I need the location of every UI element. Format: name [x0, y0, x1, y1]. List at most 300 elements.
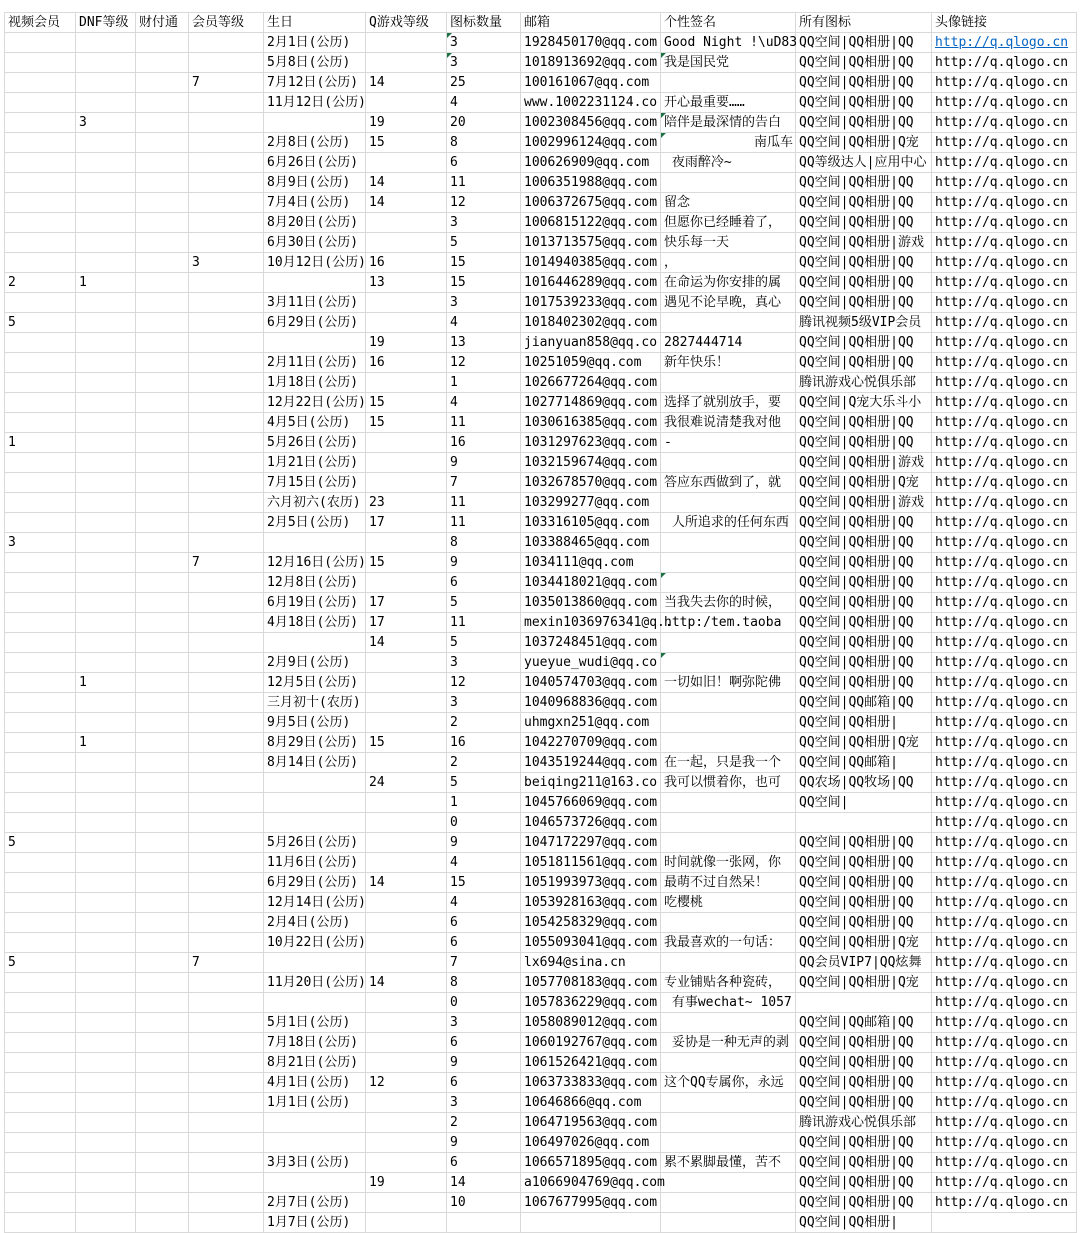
cell-birthday[interactable] — [264, 33, 366, 53]
cell-dnf-level[interactable] — [76, 653, 136, 673]
cell-email[interactable] — [521, 733, 661, 753]
cell-tenpay[interactable] — [136, 653, 189, 673]
cell-avatar-link[interactable] — [932, 733, 1077, 753]
cell-birthday[interactable] — [264, 813, 366, 833]
cell-signature[interactable] — [661, 493, 796, 513]
cell-qgame-level[interactable] — [366, 593, 447, 613]
cell-icon-count[interactable] — [447, 153, 521, 173]
cell-tenpay[interactable] — [136, 593, 189, 613]
cell-icon-count[interactable] — [447, 593, 521, 613]
cell-dnf-level[interactable] — [76, 113, 136, 133]
cell-tenpay[interactable] — [136, 233, 189, 253]
cell-tenpay[interactable] — [136, 673, 189, 693]
cell-all-icons[interactable] — [796, 1113, 932, 1133]
cell-birthday[interactable] — [264, 93, 366, 113]
cell-avatar-link[interactable] — [932, 1133, 1077, 1153]
cell-qgame-level[interactable] — [366, 573, 447, 593]
cell-all-icons[interactable] — [796, 1073, 932, 1093]
cell-qgame-level[interactable] — [366, 113, 447, 133]
cell-all-icons[interactable] — [796, 53, 932, 73]
cell-qgame-level[interactable] — [366, 273, 447, 293]
cell-icon-count[interactable] — [447, 133, 521, 153]
cell-dnf-level[interactable] — [76, 173, 136, 193]
cell-avatar-link[interactable] — [932, 953, 1077, 973]
cell-video-vip[interactable] — [5, 1133, 76, 1153]
cell-birthday[interactable] — [264, 233, 366, 253]
cell-signature[interactable] — [661, 353, 796, 373]
cell-all-icons[interactable] — [796, 33, 932, 53]
header-cell-email[interactable]: 邮箱 — [521, 13, 661, 33]
cell-all-icons[interactable] — [796, 973, 932, 993]
cell-signature[interactable] — [661, 1093, 796, 1113]
cell-avatar-link[interactable] — [932, 633, 1077, 653]
cell-icon-count[interactable] — [447, 1013, 521, 1033]
cell-dnf-level[interactable] — [76, 1173, 136, 1193]
cell-video-vip[interactable] — [5, 493, 76, 513]
cell-video-vip[interactable] — [5, 573, 76, 593]
cell-qgame-level[interactable] — [366, 1173, 447, 1193]
cell-vip-level[interactable] — [189, 193, 264, 213]
cell-video-vip[interactable] — [5, 993, 76, 1013]
cell-birthday[interactable] — [264, 1053, 366, 1073]
cell-vip-level[interactable] — [189, 313, 264, 333]
cell-signature[interactable] — [661, 1113, 796, 1133]
cell-tenpay[interactable] — [136, 793, 189, 813]
cell-icon-count[interactable] — [447, 873, 521, 893]
cell-qgame-level[interactable] — [366, 1033, 447, 1053]
cell-email[interactable] — [521, 613, 673, 633]
cell-tenpay[interactable] — [136, 1213, 189, 1233]
cell-video-vip[interactable] — [5, 1153, 76, 1173]
cell-vip-level[interactable] — [189, 413, 264, 433]
cell-signature[interactable] — [661, 173, 796, 193]
cell-dnf-level[interactable] — [76, 813, 136, 833]
cell-email[interactable] — [521, 1173, 665, 1193]
cell-video-vip[interactable] — [5, 553, 76, 573]
cell-vip-level[interactable] — [189, 953, 264, 973]
cell-birthday[interactable] — [264, 653, 366, 673]
cell-signature[interactable] — [661, 813, 796, 833]
cell-icon-count[interactable] — [447, 313, 521, 333]
cell-tenpay[interactable] — [136, 1173, 189, 1193]
cell-email[interactable] — [521, 753, 661, 773]
cell-qgame-level[interactable] — [366, 733, 447, 753]
cell-all-icons[interactable] — [796, 833, 932, 853]
cell-vip-level[interactable] — [189, 673, 264, 693]
cell-tenpay[interactable] — [136, 773, 189, 793]
cell-birthday[interactable] — [264, 1213, 366, 1233]
cell-avatar-link[interactable] — [932, 693, 1077, 713]
cell-signature[interactable] — [661, 533, 796, 553]
cell-avatar-link[interactable] — [932, 73, 1077, 93]
cell-email[interactable] — [521, 293, 661, 313]
cell-video-vip[interactable] — [5, 353, 76, 373]
cell-vip-level[interactable] — [189, 1033, 264, 1053]
cell-signature[interactable] — [661, 993, 796, 1013]
cell-video-vip[interactable] — [5, 133, 76, 153]
cell-tenpay[interactable] — [136, 113, 189, 133]
cell-birthday[interactable] — [264, 1033, 366, 1053]
cell-qgame-level[interactable] — [366, 453, 447, 473]
cell-tenpay[interactable] — [136, 713, 189, 733]
cell-qgame-level[interactable] — [366, 293, 447, 313]
cell-avatar-link[interactable] — [932, 213, 1077, 233]
cell-dnf-level[interactable] — [76, 1133, 136, 1153]
cell-tenpay[interactable] — [136, 553, 189, 573]
cell-email[interactable] — [521, 1073, 661, 1093]
cell-email[interactable] — [521, 413, 661, 433]
cell-dnf-level[interactable] — [76, 153, 136, 173]
cell-video-vip[interactable] — [5, 1053, 76, 1073]
cell-signature[interactable] — [661, 733, 796, 753]
cell-all-icons[interactable] — [796, 513, 932, 533]
cell-birthday[interactable] — [264, 693, 366, 713]
cell-dnf-level[interactable] — [76, 973, 136, 993]
cell-avatar-link[interactable] — [932, 53, 1077, 73]
cell-avatar-link[interactable] — [932, 293, 1077, 313]
cell-email[interactable] — [521, 1093, 661, 1113]
cell-vip-level[interactable] — [189, 113, 264, 133]
cell-tenpay[interactable] — [136, 913, 189, 933]
cell-email[interactable] — [521, 533, 661, 553]
cell-birthday[interactable] — [264, 413, 366, 433]
cell-avatar-link[interactable] — [932, 793, 1077, 813]
cell-dnf-level[interactable] — [76, 993, 136, 1013]
cell-video-vip[interactable] — [5, 433, 76, 453]
cell-email[interactable] — [521, 313, 661, 333]
cell-icon-count[interactable] — [447, 773, 521, 793]
cell-video-vip[interactable] — [5, 33, 76, 53]
cell-video-vip[interactable] — [5, 333, 76, 353]
cell-icon-count[interactable] — [447, 953, 521, 973]
cell-vip-level[interactable] — [189, 393, 264, 413]
cell-vip-level[interactable] — [189, 453, 264, 473]
cell-all-icons[interactable] — [796, 613, 932, 633]
cell-avatar-link[interactable] — [932, 973, 1077, 993]
cell-all-icons[interactable] — [796, 453, 932, 473]
cell-email[interactable] — [521, 873, 661, 893]
cell-birthday[interactable] — [264, 673, 366, 693]
cell-qgame-level[interactable] — [366, 393, 447, 413]
cell-tenpay[interactable] — [136, 1113, 189, 1133]
cell-email[interactable] — [521, 73, 661, 93]
cell-avatar-link[interactable] — [932, 813, 1077, 833]
cell-all-icons[interactable] — [796, 693, 932, 713]
cell-icon-count[interactable] — [447, 1153, 521, 1173]
cell-qgame-level[interactable] — [366, 473, 447, 493]
cell-vip-level[interactable] — [189, 153, 264, 173]
cell-qgame-level[interactable] — [366, 1113, 447, 1133]
cell-dnf-level[interactable] — [76, 953, 136, 973]
cell-video-vip[interactable] — [5, 713, 76, 733]
cell-vip-level[interactable] — [189, 1213, 264, 1233]
cell-qgame-level[interactable] — [366, 33, 447, 53]
cell-qgame-level[interactable] — [366, 753, 447, 773]
cell-vip-level[interactable] — [189, 653, 264, 673]
cell-video-vip[interactable] — [5, 1013, 76, 1033]
cell-tenpay[interactable] — [136, 753, 189, 773]
cell-signature[interactable] — [661, 233, 796, 253]
cell-email[interactable] — [521, 473, 661, 493]
cell-all-icons[interactable] — [796, 793, 932, 813]
cell-all-icons[interactable] — [796, 313, 932, 333]
cell-all-icons[interactable] — [796, 373, 932, 393]
cell-tenpay[interactable] — [136, 1133, 189, 1153]
cell-vip-level[interactable] — [189, 273, 264, 293]
cell-qgame-level[interactable] — [366, 433, 447, 453]
cell-icon-count[interactable] — [447, 1113, 521, 1133]
cell-icon-count[interactable] — [447, 1033, 521, 1053]
cell-tenpay[interactable] — [136, 333, 189, 353]
cell-dnf-level[interactable] — [76, 293, 136, 313]
cell-dnf-level[interactable] — [76, 833, 136, 853]
cell-icon-count[interactable] — [447, 1133, 521, 1153]
cell-birthday[interactable] — [264, 193, 366, 213]
cell-birthday[interactable] — [264, 373, 366, 393]
cell-signature[interactable] — [661, 33, 796, 53]
cell-video-vip[interactable] — [5, 293, 76, 313]
cell-icon-count[interactable] — [447, 933, 521, 953]
cell-icon-count[interactable] — [447, 633, 521, 653]
cell-dnf-level[interactable] — [76, 413, 136, 433]
cell-vip-level[interactable] — [189, 373, 264, 393]
cell-qgame-level[interactable] — [366, 913, 447, 933]
cell-tenpay[interactable] — [136, 453, 189, 473]
cell-video-vip[interactable] — [5, 653, 76, 673]
cell-email[interactable] — [521, 273, 661, 293]
cell-tenpay[interactable] — [136, 533, 189, 553]
cell-avatar-link[interactable] — [932, 1053, 1077, 1073]
cell-tenpay[interactable] — [136, 393, 189, 413]
cell-tenpay[interactable] — [136, 993, 189, 1013]
cell-avatar-link[interactable] — [932, 713, 1077, 733]
cell-qgame-level[interactable] — [366, 553, 447, 573]
cell-tenpay[interactable] — [136, 353, 189, 373]
cell-avatar-link[interactable] — [932, 513, 1077, 533]
cell-tenpay[interactable] — [136, 633, 189, 653]
cell-icon-count[interactable] — [447, 853, 521, 873]
cell-avatar-link[interactable] — [932, 533, 1077, 553]
cell-email[interactable] — [521, 253, 661, 273]
cell-signature[interactable] — [661, 693, 796, 713]
header-cell-birthday[interactable]: 生日 — [264, 13, 366, 33]
cell-qgame-level[interactable] — [366, 973, 447, 993]
cell-vip-level[interactable] — [189, 1093, 264, 1113]
cell-avatar-link[interactable] — [932, 853, 1077, 873]
cell-dnf-level[interactable] — [76, 553, 136, 573]
cell-dnf-level[interactable] — [76, 673, 136, 693]
cell-email[interactable] — [521, 693, 661, 713]
cell-avatar-link[interactable] — [932, 353, 1077, 373]
cell-email[interactable] — [521, 173, 661, 193]
cell-signature[interactable] — [661, 553, 796, 573]
cell-signature[interactable] — [661, 313, 796, 333]
header-cell-qgame-level[interactable]: Q游戏等级 — [366, 13, 447, 33]
cell-signature[interactable] — [661, 853, 796, 873]
cell-email[interactable] — [521, 633, 661, 653]
cell-qgame-level[interactable] — [366, 693, 447, 713]
cell-all-icons[interactable] — [796, 673, 932, 693]
cell-tenpay[interactable] — [136, 1073, 189, 1093]
cell-icon-count[interactable] — [447, 353, 521, 373]
cell-all-icons[interactable] — [796, 473, 932, 493]
cell-signature[interactable] — [661, 873, 796, 893]
cell-email[interactable] — [521, 333, 661, 353]
cell-email[interactable] — [521, 153, 661, 173]
cell-email[interactable] — [521, 793, 661, 813]
cell-email[interactable] — [521, 973, 661, 993]
cell-dnf-level[interactable] — [76, 793, 136, 813]
header-cell-dnf-level[interactable]: DNF等级 — [76, 13, 136, 33]
cell-birthday[interactable] — [264, 1173, 366, 1193]
cell-email[interactable] — [521, 813, 661, 833]
cell-all-icons[interactable] — [796, 533, 932, 553]
cell-email[interactable] — [521, 993, 661, 1013]
cell-signature[interactable] — [661, 1213, 796, 1233]
cell-video-vip[interactable] — [5, 753, 76, 773]
header-cell-avatar-link[interactable]: 头像链接 — [932, 13, 1077, 33]
cell-all-icons[interactable] — [796, 753, 932, 773]
cell-vip-level[interactable] — [189, 1193, 264, 1213]
cell-all-icons[interactable] — [796, 93, 932, 113]
cell-tenpay[interactable] — [136, 1093, 189, 1113]
cell-qgame-level[interactable] — [366, 1153, 447, 1173]
cell-all-icons[interactable] — [796, 573, 932, 593]
cell-qgame-level[interactable] — [366, 853, 447, 873]
cell-tenpay[interactable] — [136, 293, 189, 313]
cell-signature[interactable] — [661, 1153, 796, 1173]
cell-avatar-link[interactable] — [932, 1213, 1077, 1233]
cell-dnf-level[interactable] — [76, 433, 136, 453]
cell-signature[interactable] — [661, 393, 796, 413]
cell-tenpay[interactable] — [136, 813, 189, 833]
cell-vip-level[interactable] — [189, 333, 264, 353]
cell-vip-level[interactable] — [189, 813, 264, 833]
cell-all-icons[interactable] — [796, 1133, 932, 1153]
cell-video-vip[interactable] — [5, 953, 76, 973]
cell-icon-count[interactable] — [447, 753, 521, 773]
cell-video-vip[interactable] — [5, 73, 76, 93]
cell-icon-count[interactable] — [447, 553, 521, 573]
header-cell-tenpay[interactable]: 财付通 — [136, 13, 189, 33]
cell-signature[interactable] — [661, 913, 796, 933]
cell-qgame-level[interactable] — [366, 1193, 447, 1213]
cell-icon-count[interactable] — [447, 453, 521, 473]
cell-icon-count[interactable] — [447, 53, 521, 73]
cell-qgame-level[interactable] — [366, 793, 447, 813]
cell-all-icons[interactable] — [796, 113, 932, 133]
cell-avatar-link[interactable] — [932, 1153, 1077, 1173]
cell-icon-count[interactable] — [447, 833, 521, 853]
cell-birthday[interactable] — [264, 353, 366, 373]
cell-vip-level[interactable] — [189, 533, 264, 553]
cell-dnf-level[interactable] — [76, 93, 136, 113]
cell-tenpay[interactable] — [136, 253, 189, 273]
cell-icon-count[interactable] — [447, 433, 521, 453]
cell-video-vip[interactable] — [5, 913, 76, 933]
cell-dnf-level[interactable] — [76, 373, 136, 393]
cell-video-vip[interactable] — [5, 453, 76, 473]
cell-icon-count[interactable] — [447, 653, 521, 673]
cell-signature[interactable] — [661, 53, 796, 73]
cell-vip-level[interactable] — [189, 973, 264, 993]
cell-qgame-level[interactable] — [366, 173, 447, 193]
cell-signature[interactable] — [661, 573, 796, 593]
cell-dnf-level[interactable] — [76, 333, 136, 353]
cell-signature[interactable] — [661, 953, 796, 973]
cell-avatar-link[interactable] — [932, 573, 1077, 593]
cell-birthday[interactable] — [264, 973, 366, 993]
cell-qgame-level[interactable] — [366, 153, 447, 173]
cell-birthday[interactable] — [264, 313, 366, 333]
cell-all-icons[interactable] — [796, 1173, 932, 1193]
cell-signature[interactable] — [661, 1033, 796, 1053]
cell-dnf-level[interactable] — [76, 593, 136, 613]
cell-video-vip[interactable] — [5, 1213, 76, 1233]
cell-signature[interactable] — [661, 1193, 796, 1213]
cell-icon-count[interactable] — [447, 213, 521, 233]
cell-video-vip[interactable] — [5, 473, 76, 493]
cell-avatar-link[interactable] — [932, 413, 1077, 433]
cell-qgame-level[interactable] — [366, 953, 447, 973]
cell-signature[interactable] — [661, 1073, 796, 1093]
cell-dnf-level[interactable] — [76, 213, 136, 233]
cell-icon-count[interactable] — [447, 1173, 521, 1193]
cell-all-icons[interactable] — [796, 593, 932, 613]
cell-email[interactable] — [521, 213, 661, 233]
cell-email[interactable] — [521, 1153, 661, 1173]
cell-avatar-link[interactable] — [932, 1113, 1077, 1133]
cell-vip-level[interactable] — [189, 1053, 264, 1073]
cell-signature[interactable] — [661, 593, 796, 613]
cell-video-vip[interactable] — [5, 853, 76, 873]
cell-tenpay[interactable] — [136, 833, 189, 853]
cell-video-vip[interactable] — [5, 673, 76, 693]
cell-email[interactable] — [521, 893, 661, 913]
cell-icon-count[interactable] — [447, 613, 521, 633]
cell-birthday[interactable] — [264, 153, 366, 173]
cell-icon-count[interactable] — [447, 73, 521, 93]
cell-signature[interactable] — [661, 1053, 796, 1073]
cell-all-icons[interactable] — [796, 1213, 932, 1233]
cell-signature[interactable] — [661, 133, 796, 153]
cell-video-vip[interactable] — [5, 1193, 76, 1213]
cell-email[interactable] — [521, 1133, 661, 1153]
cell-video-vip[interactable] — [5, 153, 76, 173]
cell-tenpay[interactable] — [136, 693, 189, 713]
cell-qgame-level[interactable] — [366, 93, 447, 113]
cell-icon-count[interactable] — [447, 793, 521, 813]
header-cell-signature[interactable]: 个性签名 — [661, 13, 796, 33]
cell-birthday[interactable] — [264, 833, 366, 853]
cell-vip-level[interactable] — [189, 593, 264, 613]
cell-dnf-level[interactable] — [76, 1113, 136, 1133]
cell-email[interactable] — [521, 493, 661, 513]
cell-qgame-level[interactable] — [366, 73, 447, 93]
cell-vip-level[interactable] — [189, 573, 264, 593]
cell-qgame-level[interactable] — [366, 1073, 447, 1093]
cell-vip-level[interactable] — [189, 473, 264, 493]
cell-email[interactable] — [521, 1113, 661, 1133]
cell-tenpay[interactable] — [136, 213, 189, 233]
cell-dnf-level[interactable] — [76, 1193, 136, 1213]
cell-tenpay[interactable] — [136, 153, 189, 173]
cell-qgame-level[interactable] — [366, 1013, 447, 1033]
cell-tenpay[interactable] — [136, 413, 189, 433]
cell-dnf-level[interactable] — [76, 73, 136, 93]
cell-video-vip[interactable] — [5, 253, 76, 273]
cell-signature[interactable] — [661, 753, 796, 773]
